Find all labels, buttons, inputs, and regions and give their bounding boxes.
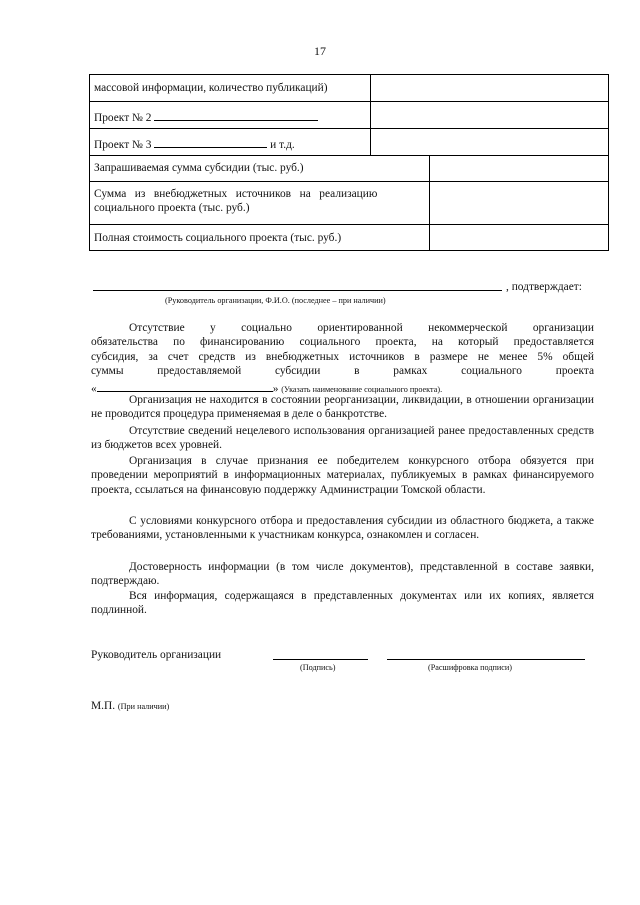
paragraph-authenticity: Вся информация, содержащаяся в представленных документах или их копиях, является подлинной.	[91, 590, 594, 617]
project-3-label: Проект № 3	[94, 139, 152, 151]
paragraph-publicity-obligation: Организация в случае признания ее победителем конкурсного отбора обязуется при проведении мероприятий в информационных материалах, публикуемых в рамках финансируемого проекта, ссылаться на финансовую поддержку Администрации Томской области.	[91, 455, 594, 496]
page-number: 17	[314, 44, 326, 58]
paragraph-absence-obligation	[91, 321, 594, 397]
table-line	[89, 250, 609, 251]
project-3-suffix: и т.д.	[270, 139, 295, 151]
table-line	[89, 155, 609, 156]
paragraph-info-reliability: Достоверность информации (в том числе документов), представленной в составе заявки, подтверждаю.	[91, 561, 594, 588]
table-line	[89, 74, 609, 75]
p1-quote-open: «	[91, 382, 97, 395]
p1-hint: (Указать наименование социального проекта).	[281, 384, 443, 394]
stamp-place	[91, 700, 169, 712]
table-line	[89, 224, 609, 225]
project-name-blank	[97, 379, 273, 392]
table-line	[429, 155, 430, 250]
confirm-name-line	[93, 290, 502, 291]
paragraph-conditions-agreed: С условиями конкурсного отбора и предоставления субсидии из областного бюджета, а также требованиями, установленными к участникам конкурса, ознакомлен и согласен.	[91, 515, 594, 542]
confirm-caption: (Руководитель организации, Ф.И.О. (последнее – при наличии)	[165, 296, 386, 305]
signature-decode-line	[387, 659, 585, 660]
paragraph-no-reorganization: Организация не находится в состоянии реорганизации, ликвидации, в отношении организации не проводится процедура применяемая в деле о банкротстве.	[91, 394, 594, 421]
table-line	[89, 128, 609, 129]
p1-line: субсидия, за счет средств из внебюджетных источников в размере не менее 5% общей	[91, 350, 594, 363]
table-line	[89, 74, 90, 250]
project-2-blank	[154, 108, 318, 121]
stamp-label: М.П.	[91, 700, 116, 712]
table-line	[608, 74, 609, 250]
stamp-hint: (При наличии)	[117, 702, 170, 711]
table-row-extrabudget	[94, 187, 427, 215]
confirm-suffix: , подтверждает:	[506, 281, 582, 293]
signature-line	[273, 659, 368, 660]
table-line	[370, 74, 371, 155]
project-2-label: Проект № 2	[94, 112, 152, 124]
p1-quote-close: »	[272, 382, 279, 395]
table-row-media: массовой информации, количество публикаций)	[94, 82, 328, 94]
p1-line: обязательства по финансированию социального проекта, на который предоставляется	[91, 336, 594, 349]
p1-line: Отсутствие у социально ориентированной некоммерческой организации	[129, 322, 594, 334]
table-row-total-cost: Полная стоимость социального проекта (тыс. руб.)	[94, 232, 342, 244]
signature-caption: (Подпись)	[300, 663, 336, 672]
project-3-blank	[154, 135, 267, 148]
paragraph-no-misuse: Отсутствие сведений нецелевого использования организацией ранее предоставленных средств из бюджетов всех уровней.	[91, 425, 594, 452]
table-row-requested-sum: Запрашиваемая сумма субсидии (тыс. руб.)	[94, 162, 304, 174]
signature-decode-caption: (Расшифровка подписи)	[428, 663, 513, 672]
table-row-project-3	[94, 135, 295, 152]
p1-line: суммы предоставляемой субсидии в рамках социального проекта	[91, 365, 594, 378]
table-line	[89, 181, 609, 182]
table-row-project-2	[94, 108, 318, 125]
table-line	[89, 101, 609, 102]
extrabudget-line-1: Сумма из внебюджетных источников на реализацию	[94, 188, 378, 200]
signature-head-label: Руководитель организации	[91, 649, 222, 661]
extrabudget-line-2: социального проекта (тыс. руб.)	[94, 202, 250, 214]
project-table	[89, 74, 609, 250]
